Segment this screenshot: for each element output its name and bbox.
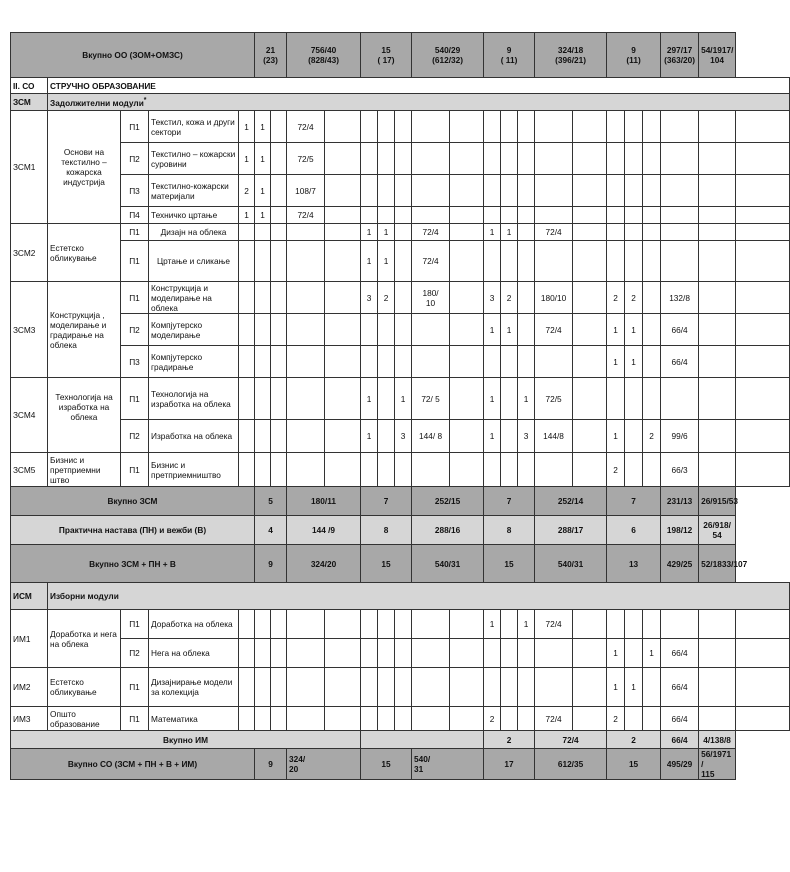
total-row-im xyxy=(11,731,790,749)
cell: 144 /9 xyxy=(287,516,361,545)
cell: 66/4 xyxy=(661,314,699,346)
cell: 180/11 xyxy=(287,487,361,516)
cell: 2 xyxy=(643,420,661,453)
cell: 1 xyxy=(361,241,378,282)
total-label: Практична настава (ПН) и вежби (В) xyxy=(11,516,255,545)
subject-code: П2 xyxy=(121,420,149,453)
cell: 495/29 xyxy=(661,749,699,780)
cell: 15 xyxy=(607,749,661,780)
cell: 540/31 xyxy=(412,545,484,583)
cell: 132/8 xyxy=(661,282,699,314)
cell: 7 xyxy=(484,487,535,516)
cell: 540/ 31 xyxy=(412,749,484,780)
cell: 66/3 xyxy=(661,453,699,487)
subject-code: П3 xyxy=(121,175,149,207)
cell: 1 xyxy=(239,111,255,143)
subject-code: П1 xyxy=(121,282,149,314)
module-row xyxy=(11,668,790,707)
cell: 252/14 xyxy=(535,487,607,516)
total-row-pn xyxy=(11,516,790,545)
module-name: Конструкција , моделирање и градирање на облека xyxy=(48,282,121,378)
cell: 252/15 xyxy=(412,487,484,516)
subject-name: Изработка на облека xyxy=(149,420,239,453)
cell: 1 xyxy=(361,378,378,420)
total-label: Вкупно ИМ xyxy=(11,731,361,749)
cell: 72/4 xyxy=(535,224,573,241)
cell: 1 xyxy=(625,668,643,707)
module-name: Основи на текстилно – кожарска индустрија xyxy=(48,111,121,224)
cell: 1 xyxy=(625,346,643,378)
cell: 1 xyxy=(239,143,255,175)
cell: 1 xyxy=(518,378,535,420)
y1-hours: 756/40 (828/43) xyxy=(287,33,361,78)
subject-name: Цртање и сликање xyxy=(149,241,239,282)
subject-name: Доработка на облека xyxy=(149,610,239,639)
module-row xyxy=(11,207,790,224)
module-name: Технологија на изработка на облека xyxy=(48,378,121,453)
cell: 1 xyxy=(484,378,501,420)
module-code: ЗСМ4 xyxy=(11,378,48,453)
cell: 324/ 20 xyxy=(287,749,361,780)
cell: 2 xyxy=(607,707,625,731)
cell: 72/4 xyxy=(535,731,607,749)
cell: 2 xyxy=(607,282,625,314)
module-row xyxy=(11,314,790,346)
cell: 15 xyxy=(361,545,412,583)
cell: 1 xyxy=(255,143,271,175)
cell: 66/4 xyxy=(661,346,699,378)
subject-name: Математика xyxy=(149,707,239,731)
cell: 1 xyxy=(484,314,501,346)
cell: 9 xyxy=(255,749,287,780)
module-row xyxy=(11,111,790,143)
cell: 66/4 xyxy=(661,731,699,749)
subject-name: Дизајнирање модели за колекција xyxy=(149,668,239,707)
module-name: Естетско обликување xyxy=(48,224,121,282)
cell: 8 xyxy=(484,516,535,545)
cell: 1 xyxy=(607,639,625,668)
module-row xyxy=(11,224,790,241)
module-code: ЗСМ5 xyxy=(11,453,48,487)
total-label: Вкупно ЗСМ + ПН + В xyxy=(11,545,255,583)
cell: 1 xyxy=(484,420,501,453)
cell: 72/5 xyxy=(535,378,573,420)
cell: 1 xyxy=(361,420,378,453)
cell: 288/17 xyxy=(535,516,607,545)
cell: 144/ 8 xyxy=(412,420,450,453)
cell: 4/138/8 xyxy=(699,731,736,749)
zsm-code: ЗСМ xyxy=(11,94,48,111)
cell: 72/ 5 xyxy=(412,378,450,420)
cell: 66/4 xyxy=(661,707,699,731)
cell: 2 xyxy=(484,731,535,749)
module-row xyxy=(11,143,790,175)
module-code: ИМ2 xyxy=(11,668,48,707)
cell: 540/31 xyxy=(535,545,607,583)
cell: 180/ 10 xyxy=(412,282,450,314)
y4-classes: 9 (11) xyxy=(607,33,661,78)
module-code: ЗСМ2 xyxy=(11,224,48,282)
cell: 2 xyxy=(501,282,518,314)
module-row xyxy=(11,282,790,314)
module-name: Естетско обликување xyxy=(48,668,121,707)
cell: 56/1971 / 115 xyxy=(699,749,736,780)
section-title: СТРУЧНО ОБРАЗОВАНИЕ xyxy=(48,78,790,94)
total-row-so xyxy=(11,749,790,780)
curriculum-sheet xyxy=(10,32,748,780)
subject-code: П1 xyxy=(121,111,149,143)
subject-name: Текстил, кожа и други сектори xyxy=(149,111,239,143)
subject-code: П2 xyxy=(121,639,149,668)
cell: 1 xyxy=(607,346,625,378)
cell: 17 xyxy=(484,749,535,780)
header-row xyxy=(11,33,790,78)
cell: 231/13 xyxy=(661,487,699,516)
module-row xyxy=(11,610,790,639)
subject-code: П1 xyxy=(121,224,149,241)
cell: 72/4 xyxy=(535,610,573,639)
subject-name: Технологија на изработка на облека xyxy=(149,378,239,420)
module-name: Општо образование xyxy=(48,707,121,731)
module-row xyxy=(11,639,790,668)
cell: 144/8 xyxy=(535,420,573,453)
module-row xyxy=(11,175,790,207)
cell: 3 xyxy=(395,420,412,453)
cell: 1 xyxy=(625,314,643,346)
subject-name: Компјутерско градирање xyxy=(149,346,239,378)
subject-code: П1 xyxy=(121,241,149,282)
cell: 72/4 xyxy=(287,111,325,143)
subject-code: П1 xyxy=(121,453,149,487)
cell: 1 xyxy=(607,668,625,707)
cell: 99/6 xyxy=(661,420,699,453)
section-code: II. СО xyxy=(11,78,48,94)
ism-band-row xyxy=(11,583,790,610)
cell: 15 xyxy=(361,749,412,780)
cell: 66/4 xyxy=(661,639,699,668)
header-total: 54/1917/ 104 xyxy=(699,33,736,78)
cell: 324/20 xyxy=(287,545,361,583)
cell: 2 xyxy=(239,175,255,207)
subject-code: П1 xyxy=(121,668,149,707)
cell: 1 xyxy=(255,207,271,224)
cell: 1 xyxy=(518,610,535,639)
module-name: Доработка и нега на облека xyxy=(48,610,121,668)
cell: 1 xyxy=(361,224,378,241)
cell: 2 xyxy=(625,282,643,314)
subject-name: Бизнис и претприемништво xyxy=(149,453,239,487)
subject-name: Конструкција и моделирање на облека xyxy=(149,282,239,314)
subject-code: П3 xyxy=(121,346,149,378)
module-row xyxy=(11,241,790,282)
cell: 180/10 xyxy=(535,282,573,314)
cell: 1 xyxy=(607,314,625,346)
module-row xyxy=(11,346,790,378)
cell: 1 xyxy=(484,224,501,241)
y3-classes: 9 ( 11) xyxy=(484,33,535,78)
cell: 1 xyxy=(239,207,255,224)
cell: 9 xyxy=(255,545,287,583)
cell: 1 xyxy=(607,420,625,453)
cell: 13 xyxy=(607,545,661,583)
cell: 7 xyxy=(607,487,661,516)
cell: 1 xyxy=(378,241,395,282)
cell: 2 xyxy=(378,282,395,314)
cell: 198/12 xyxy=(661,516,699,545)
module-row xyxy=(11,378,790,420)
subject-code: П1 xyxy=(121,610,149,639)
total-label: Вкупно СО (ЗСМ + ПН + В + ИМ) xyxy=(11,749,255,780)
cell: 1 xyxy=(484,610,501,639)
cell: 2 xyxy=(607,731,661,749)
subject-code: П4 xyxy=(121,207,149,224)
module-code: ИМ3 xyxy=(11,707,48,731)
subject-name: Техничко цртање xyxy=(149,207,239,224)
cell: 2 xyxy=(607,453,625,487)
cell: 2 xyxy=(484,707,501,731)
module-name: Бизнис и претприемни штво xyxy=(48,453,121,487)
cell: 72/4 xyxy=(412,241,450,282)
cell: 288/16 xyxy=(412,516,484,545)
subject-name: Дизајн на облека xyxy=(149,224,239,241)
cell: 3 xyxy=(484,282,501,314)
module-row xyxy=(11,453,790,487)
header-label: Вкупно ОО (ЗОМ+ОМЗС) xyxy=(11,33,255,78)
subject-name: Компјутерско моделирање xyxy=(149,314,239,346)
cell: 72/4 xyxy=(412,224,450,241)
y2-hours: 540/29 (612/32) xyxy=(412,33,484,78)
cell: 72/4 xyxy=(535,314,573,346)
subject-code: П1 xyxy=(121,378,149,420)
subject-name: Текстилно-кожарски материјали xyxy=(149,175,239,207)
subject-code: П2 xyxy=(121,143,149,175)
y3-hours: 324/18 (396/21) xyxy=(535,33,607,78)
cell: 8 xyxy=(361,516,412,545)
zsm-title: Задолжителни модули* xyxy=(48,94,790,111)
module-row xyxy=(11,707,790,731)
cell: 66/4 xyxy=(661,668,699,707)
module-code: ЗСМ1 xyxy=(11,111,48,224)
subject-code: П1 xyxy=(121,707,149,731)
module-row xyxy=(11,420,790,453)
cell: 72/4 xyxy=(287,207,325,224)
cell: 6 xyxy=(607,516,661,545)
cell: 72/4 xyxy=(535,707,573,731)
cell: 612/35 xyxy=(535,749,607,780)
cell: 1 xyxy=(643,639,661,668)
cell: 26/915/53 xyxy=(699,487,736,516)
cell: 7 xyxy=(361,487,412,516)
subject-name: Текстилно – кожарски суровини xyxy=(149,143,239,175)
cell: 15 xyxy=(484,545,535,583)
y2-classes: 15 ( 17) xyxy=(361,33,412,78)
cell: 108/7 xyxy=(287,175,325,207)
cell: 1 xyxy=(501,224,518,241)
total-row-zsm xyxy=(11,487,790,516)
cell: 52/1833/107 xyxy=(699,545,736,583)
cell: 3 xyxy=(361,282,378,314)
cell: 1 xyxy=(501,314,518,346)
cell: 429/25 xyxy=(661,545,699,583)
cell: 3 xyxy=(518,420,535,453)
cell: 1 xyxy=(255,111,271,143)
subject-name: Нега на облека xyxy=(149,639,239,668)
ism-code: ИСМ xyxy=(11,583,48,610)
cell: 72/5 xyxy=(287,143,325,175)
cell: 26/918/ 54 xyxy=(699,516,736,545)
y1-classes: 21 (23) xyxy=(255,33,287,78)
module-code: ИМ1 xyxy=(11,610,48,668)
curriculum-table xyxy=(10,32,790,780)
y4-hours: 297/17 (363/20) xyxy=(661,33,699,78)
total-row-zsm-pn xyxy=(11,545,790,583)
module-code: ЗСМ3 xyxy=(11,282,48,378)
total-label: Вкупно ЗСМ xyxy=(11,487,255,516)
cell: 1 xyxy=(395,378,412,420)
ism-title: Изборни модули xyxy=(48,583,790,610)
section-row xyxy=(11,78,790,94)
cell: 1 xyxy=(255,175,271,207)
zsm-band-row xyxy=(11,94,790,111)
subject-code: П2 xyxy=(121,314,149,346)
cell: 4 xyxy=(255,516,287,545)
cell: 1 xyxy=(378,224,395,241)
cell: 5 xyxy=(255,487,287,516)
